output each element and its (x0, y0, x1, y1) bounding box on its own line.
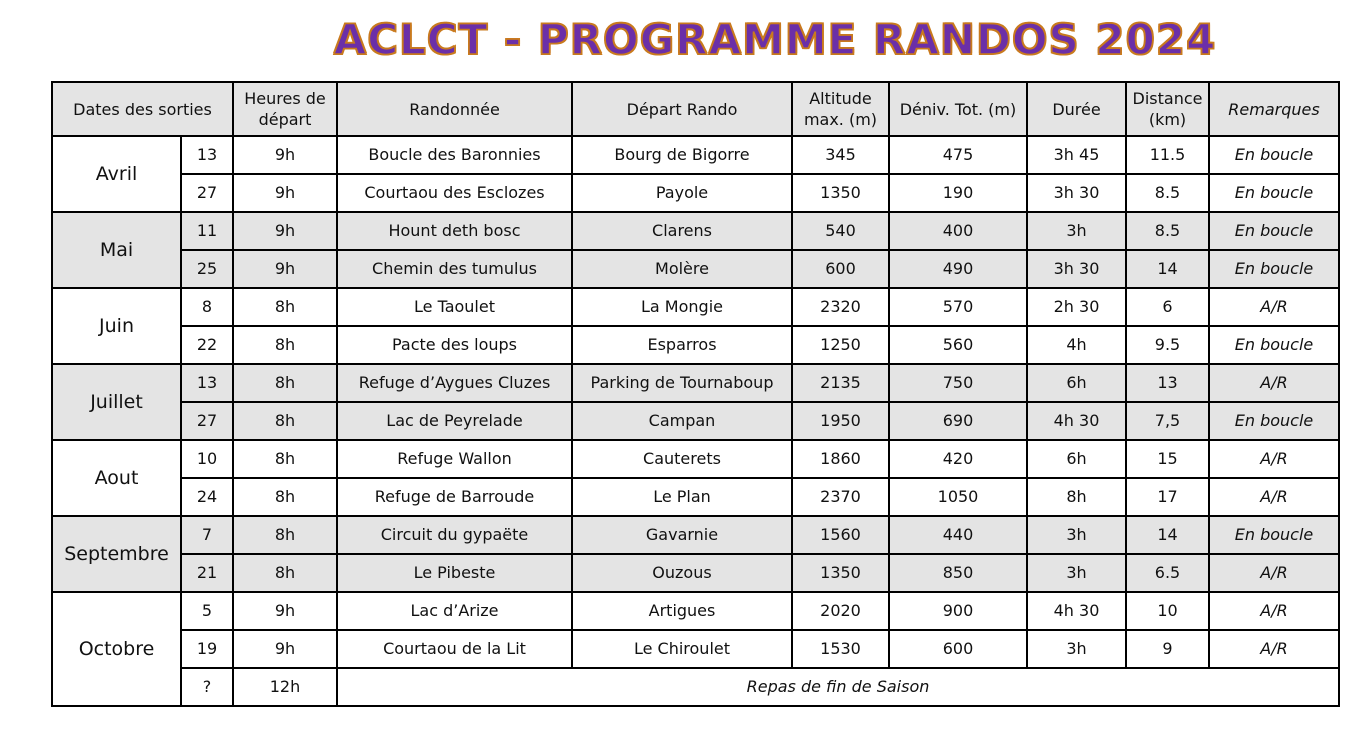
remark-cell: A/R (1209, 288, 1339, 326)
remark-cell: En boucle (1209, 516, 1339, 554)
remark-cell: A/R (1209, 440, 1339, 478)
duration-cell: 3h 30 (1027, 174, 1126, 212)
day-cell: ? (181, 668, 233, 706)
duration-cell: 6h (1027, 364, 1126, 402)
month-cell-mai: Mai (52, 212, 181, 288)
distance-cell: 6 (1126, 288, 1209, 326)
elevation-gain-cell: 750 (889, 364, 1027, 402)
start-point-cell: Parking de Tournaboup (572, 364, 792, 402)
month-cell-juillet: Juillet (52, 364, 181, 440)
hike-name-cell: Chemin des tumulus (337, 250, 572, 288)
remark-cell: A/R (1209, 364, 1339, 402)
start-point-cell: Molère (572, 250, 792, 288)
distance-cell: 9 (1126, 630, 1209, 668)
day-cell: 10 (181, 440, 233, 478)
distance-cell: 13 (1126, 364, 1209, 402)
altitude-cell: 2135 (792, 364, 889, 402)
day-cell: 11 (181, 212, 233, 250)
month-cell-aout: Aout (52, 440, 181, 516)
day-cell: 5 (181, 592, 233, 630)
duration-cell: 2h 30 (1027, 288, 1126, 326)
hike-name-cell: Courtaou des Esclozes (337, 174, 572, 212)
header-deniv: Déniv. Tot. (m) (889, 82, 1027, 136)
remark-cell: En boucle (1209, 250, 1339, 288)
header-remarques: Remarques (1209, 82, 1339, 136)
hike-name-cell: Courtaou de la Lit (337, 630, 572, 668)
distance-cell: 7,5 (1126, 402, 1209, 440)
day-cell: 21 (181, 554, 233, 592)
table-row (52, 402, 1339, 440)
remark-cell: En boucle (1209, 212, 1339, 250)
hour-cell: 9h (233, 630, 337, 668)
start-point-cell: Cauterets (572, 440, 792, 478)
duration-cell: 3h (1027, 212, 1126, 250)
header-altitude: Altitude max. (m) (792, 82, 889, 136)
hiking-program-table (51, 81, 1340, 707)
distance-cell: 14 (1126, 516, 1209, 554)
table-row (52, 136, 1339, 174)
day-cell: 24 (181, 478, 233, 516)
elevation-gain-cell: 420 (889, 440, 1027, 478)
table-row (52, 516, 1339, 554)
remark-cell: En boucle (1209, 326, 1339, 364)
hour-cell: 8h (233, 364, 337, 402)
remark-cell: En boucle (1209, 402, 1339, 440)
start-point-cell: Bourg de Bigorre (572, 136, 792, 174)
hour-cell: 8h (233, 402, 337, 440)
hour-cell: 12h (233, 668, 337, 706)
day-cell: 25 (181, 250, 233, 288)
end-of-season-meal-cell: Repas de fin de Saison (337, 668, 1339, 706)
duration-cell: 4h 30 (1027, 592, 1126, 630)
header-randonnee: Randonnée (337, 82, 572, 136)
distance-cell: 11.5 (1126, 136, 1209, 174)
elevation-gain-cell: 850 (889, 554, 1027, 592)
start-point-cell: Artigues (572, 592, 792, 630)
distance-cell: 6.5 (1126, 554, 1209, 592)
altitude-cell: 600 (792, 250, 889, 288)
start-point-cell: Gavarnie (572, 516, 792, 554)
day-cell: 8 (181, 288, 233, 326)
start-point-cell: Esparros (572, 326, 792, 364)
table-row (52, 592, 1339, 630)
remark-cell: A/R (1209, 592, 1339, 630)
month-cell-octobre: Octobre (52, 592, 181, 706)
hour-cell: 8h (233, 440, 337, 478)
table-row-end-of-season (52, 668, 1339, 706)
elevation-gain-cell: 560 (889, 326, 1027, 364)
day-cell: 27 (181, 174, 233, 212)
elevation-gain-cell: 690 (889, 402, 1027, 440)
hour-cell: 9h (233, 174, 337, 212)
start-point-cell: Le Chiroulet (572, 630, 792, 668)
hour-cell: 8h (233, 554, 337, 592)
duration-cell: 3h 30 (1027, 250, 1126, 288)
header-distance: Distance (km) (1126, 82, 1209, 136)
duration-cell: 3h (1027, 630, 1126, 668)
table-header-row (52, 82, 1339, 136)
elevation-gain-cell: 190 (889, 174, 1027, 212)
duration-cell: 6h (1027, 440, 1126, 478)
month-cell-septembre: Septembre (52, 516, 181, 592)
elevation-gain-cell: 600 (889, 630, 1027, 668)
distance-cell: 9.5 (1126, 326, 1209, 364)
table-row (52, 326, 1339, 364)
table-row (52, 554, 1339, 592)
altitude-cell: 1350 (792, 174, 889, 212)
altitude-cell: 2320 (792, 288, 889, 326)
elevation-gain-cell: 1050 (889, 478, 1027, 516)
table-row (52, 478, 1339, 516)
day-cell: 27 (181, 402, 233, 440)
hike-name-cell: Pacte des loups (337, 326, 572, 364)
hike-name-cell: Lac d’Arize (337, 592, 572, 630)
elevation-gain-cell: 900 (889, 592, 1027, 630)
hour-cell: 8h (233, 326, 337, 364)
elevation-gain-cell: 490 (889, 250, 1027, 288)
header-duree: Durée (1027, 82, 1126, 136)
elevation-gain-cell: 440 (889, 516, 1027, 554)
elevation-gain-cell: 475 (889, 136, 1027, 174)
start-point-cell: La Mongie (572, 288, 792, 326)
start-point-cell: Campan (572, 402, 792, 440)
hike-name-cell: Refuge d’Aygues Cluzes (337, 364, 572, 402)
altitude-cell: 1860 (792, 440, 889, 478)
duration-cell: 4h (1027, 326, 1126, 364)
distance-cell: 17 (1126, 478, 1209, 516)
duration-cell: 4h 30 (1027, 402, 1126, 440)
start-point-cell: Le Plan (572, 478, 792, 516)
hour-cell: 8h (233, 516, 337, 554)
distance-cell: 8.5 (1126, 174, 1209, 212)
start-point-cell: Clarens (572, 212, 792, 250)
duration-cell: 8h (1027, 478, 1126, 516)
remark-cell: A/R (1209, 554, 1339, 592)
elevation-gain-cell: 570 (889, 288, 1027, 326)
distance-cell: 14 (1126, 250, 1209, 288)
table-row (52, 212, 1339, 250)
altitude-cell: 1350 (792, 554, 889, 592)
hike-name-cell: Le Taoulet (337, 288, 572, 326)
distance-cell: 15 (1126, 440, 1209, 478)
distance-cell: 10 (1126, 592, 1209, 630)
header-depart: Départ Rando (572, 82, 792, 136)
hike-name-cell: Circuit du gypaëte (337, 516, 572, 554)
hour-cell: 9h (233, 136, 337, 174)
day-cell: 19 (181, 630, 233, 668)
table-row (52, 440, 1339, 478)
day-cell: 13 (181, 136, 233, 174)
hike-name-cell: Refuge de Barroude (337, 478, 572, 516)
altitude-cell: 1950 (792, 402, 889, 440)
table-row (52, 630, 1339, 668)
remark-cell: En boucle (1209, 136, 1339, 174)
duration-cell: 3h (1027, 516, 1126, 554)
hour-cell: 8h (233, 478, 337, 516)
remark-cell: A/R (1209, 630, 1339, 668)
altitude-cell: 2020 (792, 592, 889, 630)
day-cell: 22 (181, 326, 233, 364)
duration-cell: 3h 45 (1027, 136, 1126, 174)
duration-cell: 3h (1027, 554, 1126, 592)
altitude-cell: 1560 (792, 516, 889, 554)
page-title: ACLCT - PROGRAMME RANDOS 2024 (333, 15, 1217, 64)
altitude-cell: 540 (792, 212, 889, 250)
day-cell: 13 (181, 364, 233, 402)
month-cell-avril: Avril (52, 136, 181, 212)
table-row (52, 174, 1339, 212)
table-row (52, 288, 1339, 326)
altitude-cell: 1530 (792, 630, 889, 668)
hour-cell: 8h (233, 288, 337, 326)
altitude-cell: 2370 (792, 478, 889, 516)
remark-cell: A/R (1209, 478, 1339, 516)
hike-name-cell: Le Pibeste (337, 554, 572, 592)
hour-cell: 9h (233, 592, 337, 630)
start-point-cell: Ouzous (572, 554, 792, 592)
table-row (52, 250, 1339, 288)
start-point-cell: Payole (572, 174, 792, 212)
hike-name-cell: Refuge Wallon (337, 440, 572, 478)
hour-cell: 9h (233, 250, 337, 288)
header-heures: Heures de départ (233, 82, 337, 136)
day-cell: 7 (181, 516, 233, 554)
hike-name-cell: Lac de Peyrelade (337, 402, 572, 440)
table-row (52, 364, 1339, 402)
hike-name-cell: Boucle des Baronnies (337, 136, 572, 174)
remark-cell: En boucle (1209, 174, 1339, 212)
header-dates: Dates des sorties (52, 82, 233, 136)
month-cell-juin: Juin (52, 288, 181, 364)
altitude-cell: 1250 (792, 326, 889, 364)
distance-cell: 8.5 (1126, 212, 1209, 250)
elevation-gain-cell: 400 (889, 212, 1027, 250)
altitude-cell: 345 (792, 136, 889, 174)
hike-name-cell: Hount deth bosc (337, 212, 572, 250)
hour-cell: 9h (233, 212, 337, 250)
